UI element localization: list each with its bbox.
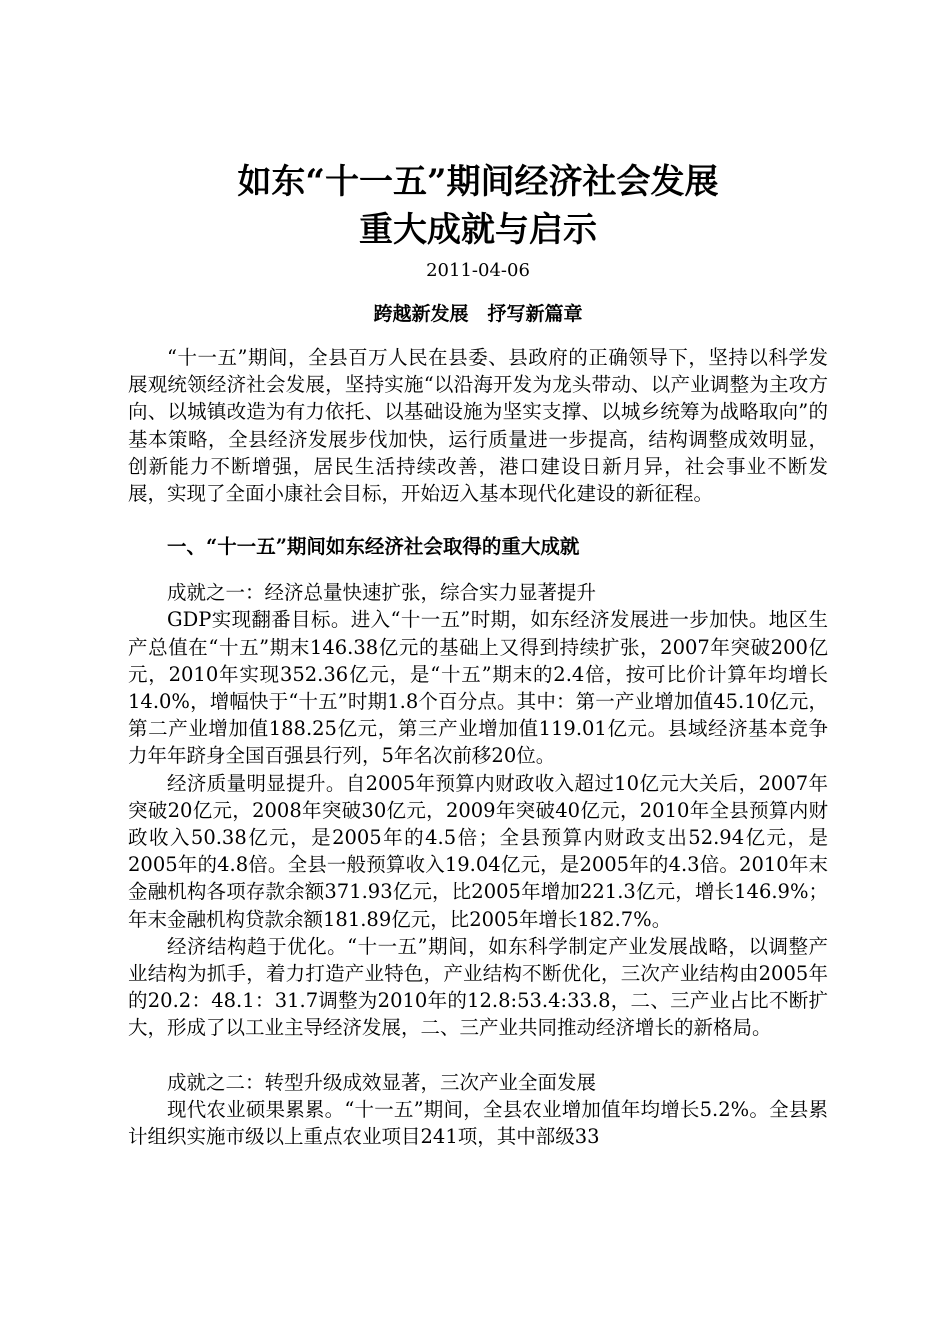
- document-subtitle: 跨越新发展 抒写新篇章: [373, 303, 583, 325]
- achievement-2-paragraph-1: 现代农业硕果累累。“十一五”期间，全县农业增加值年均增长5.2%。全县累计组织实施市级以上重点农业项目241项，其中部级33: [128, 1097, 828, 1149]
- document-title: [128, 158, 828, 254]
- achievement-1-paragraph-3: 经济结构趋于优化。“十一五”期间，如东科学制定产业发展战略，以调整产业结构为抓手，着力打造产业特色，产业结构不断优化，三次产业结构由2005年的20.2：48.1：31.7调整为2010年的12.8:53.4:33.8，二、三产业占比不断扩大，形成了以工业主导经济发展，二、三产业共同推动经济增长的新格局。: [128, 934, 828, 1040]
- achievement-1-paragraph-1: GDP实现翻番目标。进入“十一五”时期，如东经济发展进一步加快。地区生产总值在“十五”期末146.38亿元的基础上又得到持续扩张，2007年突破200亿元，2010年实现352.36亿元，是“十五”期末的2.4倍，按可比价计算年均增长14.0%，增幅快于“十五”时期1.8个百分点。其中：第一产业增加值45.10亿元，第二产业增加值188.25亿元，第三产业增加值119.01亿元。县域经济基本竞争力年年跻身全国百强县行列，5年名次前移20位。: [128, 608, 828, 768]
- intro-paragraph: “十一五”期间，全县百万人民在县委、县政府的正确领导下，坚持以科学发展观统领经济社会发展，坚持实施“以沿海开发为龙头带动、以产业调整为主攻方向、以城镇改造为有力依托、以基础设施为坚实支撑、以城乡统筹为战略取向”的基本策略，全县经济发展步伐加快，运行质量进一步提高，结构调整成效明显，创新能力不断增强，居民生活持续改善，港口建设日新月异，社会事业不断发展，实现了全面小康社会目标，开始迈入基本现代化建设的新征程。: [128, 346, 828, 506]
- achievement-1-paragraph-2: 经济质量明显提升。自2005年预算内财政收入超过10亿元大关后，2007年突破20亿元，2008年突破30亿元，2009年突破40亿元，2010年全县预算内财政收入50.38亿元，是2005年的4.5倍；全县预算内财政支出52.94亿元，是2005年的4.8倍。全县一般预算收入19.04亿元，是2005年的4.3倍。2010年末金融机构各项存款余额371.93亿元，比2005年增加221.3亿元，增长146.9%；年末金融机构贷款余额181.89亿元，比2005年增长182.7%。: [128, 771, 828, 931]
- title-line-2: 重大成就与启示: [359, 210, 597, 250]
- achievement-2-title: 成就之二：转型升级成效显著，三次产业全面发展: [167, 1070, 597, 1094]
- publish-date: 2011-04-06: [426, 260, 530, 281]
- section-heading-1: 一、“十一五”期间如东经济社会取得的重大成就: [167, 535, 580, 559]
- title-line-1: 如东“十一五”期间经济社会发展: [237, 162, 719, 202]
- document-page: [128, 158, 828, 1150]
- achievement-1-title: 成就之一：经济总量快速扩张，综合实力显著提升: [167, 581, 597, 605]
